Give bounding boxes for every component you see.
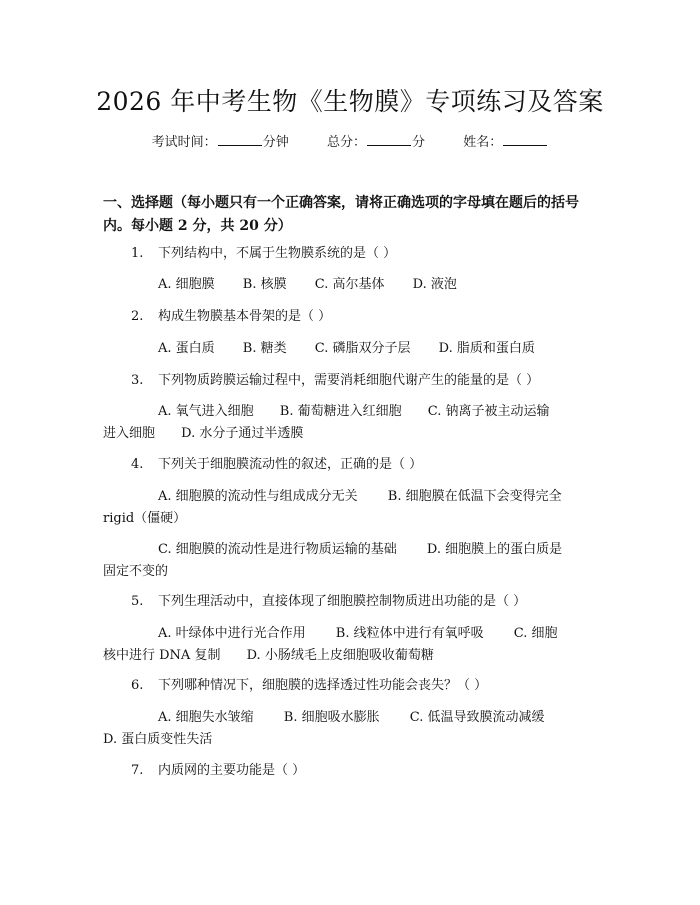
option-b: B. 线粒体中进行有氧呼吸 [335, 626, 484, 641]
page-title: 2026 年中考生物《生物膜》专项练习及答案 [96, 87, 604, 116]
option-b: B. 糖类 [242, 341, 287, 356]
question-4-options-cd [103, 539, 601, 583]
option-c: C. 高尔基体 [314, 277, 385, 292]
question-number: 4. [131, 457, 144, 472]
option-b-continued: rigid（僵硬） [103, 511, 187, 526]
question-text: 构成生物膜基本骨架的是（ ） [158, 309, 332, 324]
question-6-options [103, 707, 601, 751]
question-7 [131, 761, 601, 781]
option-c: C. 磷脂双分子层 [314, 341, 411, 356]
option-b: B. 细胞膜在低温下会变得完全 [387, 489, 562, 504]
option-c-continued: 进入细胞 [103, 426, 156, 441]
section-heading-line-2: 内。每小题 2 分，共 20 分） [103, 218, 292, 234]
score-unit: 分 [412, 135, 426, 150]
question-number: 2. [131, 309, 144, 324]
option-b: B. 葡萄糖进入红细胞 [279, 404, 402, 419]
question-4 [131, 455, 601, 475]
option-d: D. 液泡 [412, 277, 457, 292]
option-d: D. 水分子通过半透膜 [181, 426, 304, 441]
option-d: D. 蛋白质变性失活 [103, 732, 213, 747]
option-c: C. 细胞膜的流动性是进行物质运输的基础 [158, 542, 397, 557]
question-1-options [103, 274, 601, 296]
question-4-options-ab [103, 486, 601, 530]
question-text: 下列生理活动中，直接体现了细胞膜控制物质进出功能的是（ ） [158, 594, 527, 609]
option-c: C. 细胞 [513, 626, 558, 641]
question-1 [131, 244, 601, 264]
question-number: 1. [131, 246, 144, 261]
score-blank [367, 133, 411, 146]
question-3 [131, 371, 601, 391]
question-text: 下列物质跨膜运输过程中，需要消耗细胞代谢产生的能量的是（ ） [158, 373, 540, 388]
option-a: A. 蛋白质 [158, 341, 215, 356]
question-6 [131, 676, 601, 696]
option-a: A. 细胞膜的流动性与组成成分无关 [158, 489, 358, 504]
question-2 [131, 307, 601, 327]
question-number: 3. [131, 373, 144, 388]
option-a: A. 叶绿体中进行光合作用 [158, 626, 306, 641]
section-heading-line-1: 一、选择题（每小题只有一个正确答案，请将正确选项的字母填在题后的括号 [103, 195, 579, 211]
option-a: A. 细胞失水皱缩 [158, 710, 254, 725]
time-label: 考试时间： [151, 135, 217, 150]
exam-info-line [0, 131, 700, 150]
question-5 [131, 592, 601, 612]
question-text: 下列哪种情况下，细胞膜的选择透过性功能会丧失？（ ） [158, 678, 488, 693]
name-blank [503, 133, 547, 146]
time-blank [218, 133, 262, 146]
option-a: A. 氧气进入细胞 [158, 404, 254, 419]
option-c-continued: 核中进行 DNA 复制 [103, 648, 221, 663]
question-text: 下列结构中，不属于生物膜系统的是（ ） [158, 246, 397, 261]
name-label: 姓名： [463, 135, 503, 150]
option-b: B. 核膜 [242, 277, 287, 292]
question-number: 7. [131, 763, 144, 778]
question-3-options [103, 401, 601, 445]
option-c: C. 钠离子被主动运输 [427, 404, 550, 419]
option-a: A. 细胞膜 [158, 277, 215, 292]
question-number: 6. [131, 678, 144, 693]
question-text: 下列关于细胞膜流动性的叙述，正确的是（ ） [158, 457, 423, 472]
question-5-options [103, 623, 601, 667]
question-number: 5. [131, 594, 144, 609]
question-2-options [103, 338, 601, 360]
question-text: 内质网的主要功能是（ ） [158, 763, 306, 778]
option-c: C. 低温导致膜流动减缓 [409, 710, 545, 725]
option-d: D. 小肠绒毛上皮细胞吸收葡萄糖 [246, 648, 434, 663]
option-d-continued: 固定不变的 [103, 564, 169, 579]
section-heading [103, 192, 601, 238]
time-unit: 分钟 [262, 135, 289, 150]
option-d: D. 脂质和蛋白质 [438, 341, 535, 356]
score-label: 总分： [326, 135, 366, 150]
option-d: D. 细胞膜上的蛋白质是 [426, 542, 563, 557]
option-b: B. 细胞吸水膨胀 [283, 710, 380, 725]
